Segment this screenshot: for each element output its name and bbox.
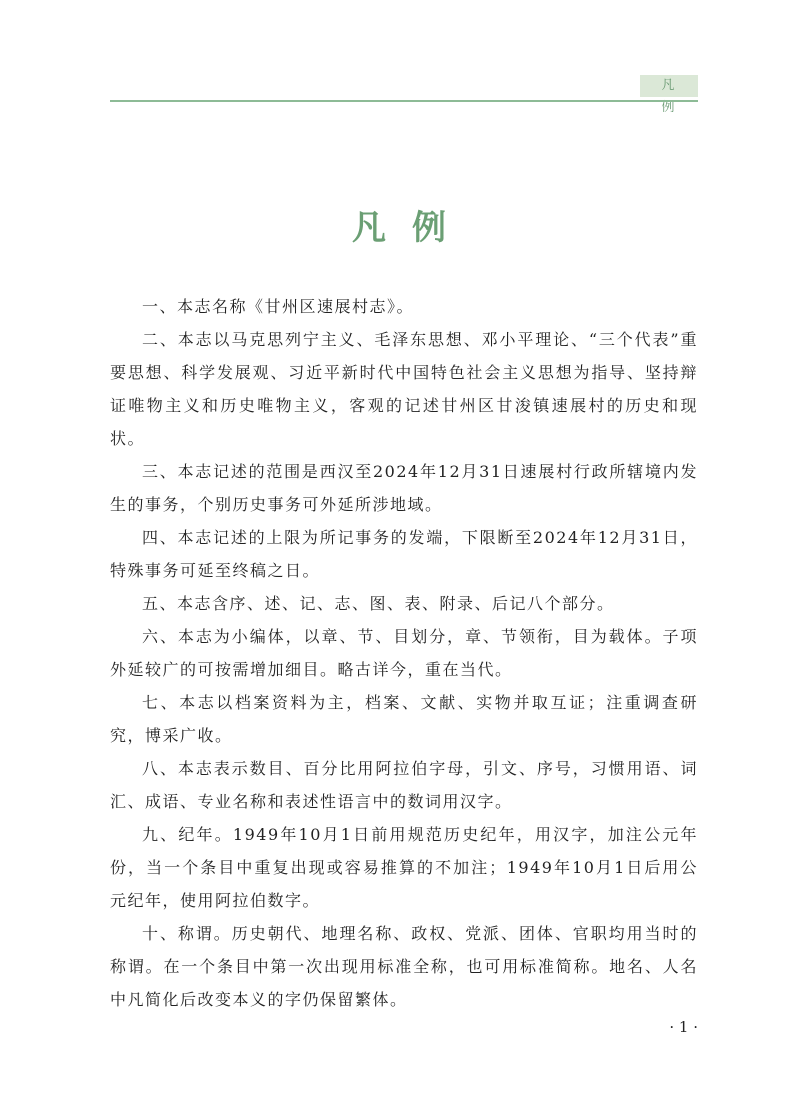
- paragraph-9: 九、纪年。1949年10月1日前用规范历史纪年，用汉字，加注公元年份，当一个条目中重复出现或容易推算的不加注；1949年10月1日后用公元纪年，使用阿拉伯数字。: [110, 825, 698, 910]
- body-text: [110, 290, 698, 1016]
- page-title: 凡例: [352, 208, 472, 248]
- header-divider: [110, 100, 698, 102]
- paragraph-8: 八、本志表示数目、百分比用阿拉伯字母，引文、序号，习惯用语、词 汇、成语、专业名称和表述性语言中的数词用汉字。: [110, 759, 698, 811]
- paragraph-1: 一、本志名称《甘州区速展村志》。: [142, 297, 415, 316]
- paragraph-10: 十、称谓。历史朝代、地理名称、政权、党派、团体、官职均用当时的称谓。在一个条目中第一次出现用标准全称，也可用标准简称。地名、人名中凡简化后改变本义的字仍保留繁体。: [110, 924, 698, 1009]
- paragraph-3: 三、本志记述的范围是西汉至2024年12月31日速展村行政所辖境内发生的事务，个别历史事务可外延所涉地域。: [110, 462, 698, 514]
- paragraph-4: 四、本志记述的上限为所记事务的发端，下限断至2024年12月31日，特殊事务可延至终稿之日。: [110, 528, 698, 580]
- paragraph-6: 六、本志为小编体，以章、节、目划分，章、节领衔，目为载体。子项外延较广的可按需增加细目。略古详今，重在当代。: [110, 627, 698, 679]
- page-number: · 1 ·: [669, 1018, 698, 1036]
- paragraph-7: 七、本志以档案资料为主，档案、文献、实物并取互证；注重调查研究，博采广收。: [110, 693, 698, 745]
- paragraph-5: 五、本志含序、述、记、志、图、表、附录、后记八个部分。: [142, 594, 615, 613]
- running-header-section-label: 凡 例: [640, 75, 698, 97]
- paragraph-2: 二、本志以马克思列宁主义、毛泽东思想、邓小平理论、“三个代表”重要思想、科学发展观、习近平新时代中国特色社会主义思想为指导、坚持辩证唯物主义和历史唯物主义，客观的记述甘州区甘浚镇速展村的历史和现状。: [110, 330, 698, 448]
